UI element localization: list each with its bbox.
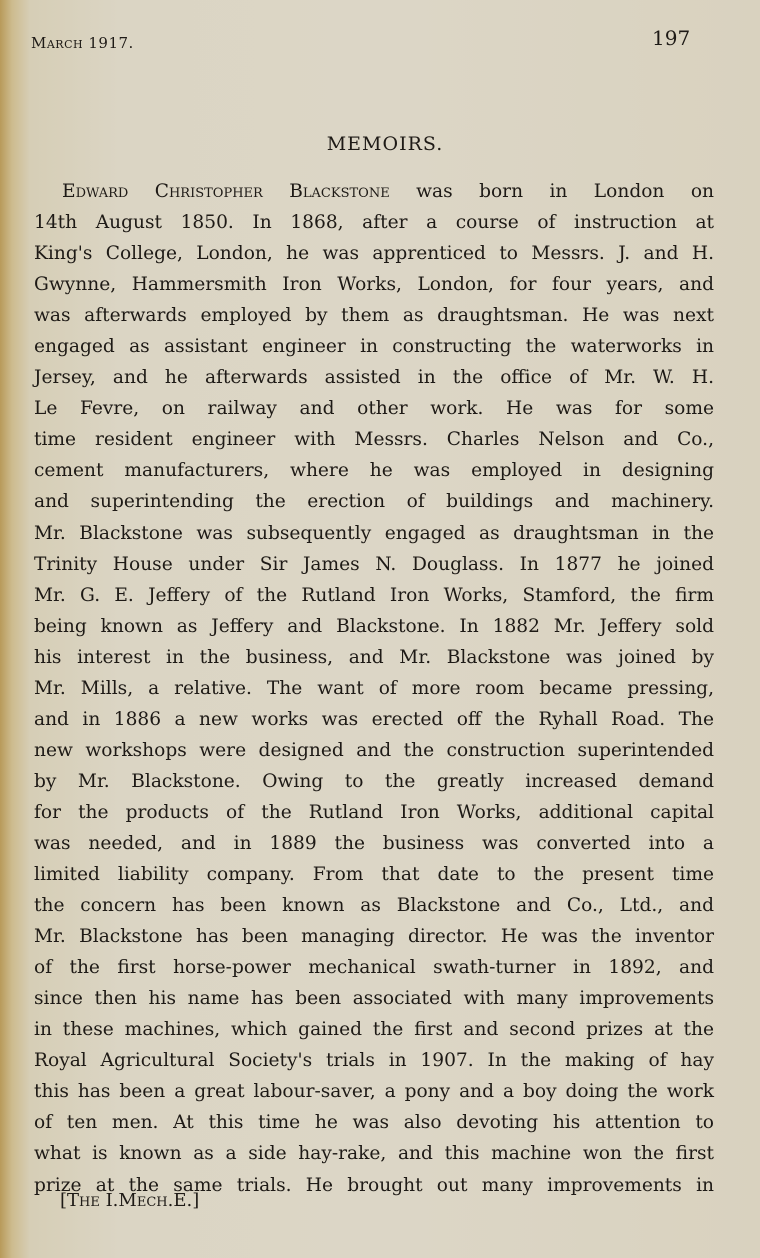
text-line: Mr. Mills, a relative. The want of more room became pressing, xyxy=(34,677,714,699)
text-line: what is known as a side hay-rake, and this machine won the first xyxy=(34,1143,714,1165)
text-line: was afterwards employed by them as draughtsman. He was next xyxy=(34,305,714,327)
text-line: King's College, London, he was apprenticed to Messrs. J. and H. xyxy=(34,243,714,265)
text-line: Le Fevre, on railway and other work. He was for some xyxy=(34,398,714,420)
text-line: Jersey, and he afterwards assisted in the office of Mr. W. H. xyxy=(34,367,714,389)
text-line: Mr. G. E. Jeffery of the Rutland Iron Works, Stamford, the firm xyxy=(34,584,714,606)
footer-source: [The I.Mech.E.] xyxy=(60,1190,200,1211)
text-line: in these machines, which gained the first and second prizes at the xyxy=(34,1019,714,1041)
text-line: being known as Jeffery and Blackstone. In 1882 Mr. Jeffery sold xyxy=(34,615,714,637)
text-line: time resident engineer with Messrs. Charles Nelson and Co., xyxy=(34,429,714,451)
text-line: prize at the same trials. He brought out many improvements in xyxy=(34,1174,714,1196)
text-line: engaged as assistant engineer in constructing the waterworks in xyxy=(34,336,714,358)
text-line: since then his name has been associated with many improvements xyxy=(34,988,714,1010)
text-line: Trinity House under Sir James N. Douglass. In 1877 he joined xyxy=(34,553,714,575)
running-head: March 1917. xyxy=(31,34,134,52)
text-line: and in 1886 a new works was erected off the Ryhall Road. The xyxy=(34,708,714,730)
text-line: by Mr. Blackstone. Owing to the greatly increased demand xyxy=(34,770,714,792)
text-line: limited liability company. From that date to the present time xyxy=(34,864,714,886)
text-line: new workshops were designed and the construction superintended xyxy=(34,739,714,761)
text-line xyxy=(34,176,714,207)
page-number: 197 xyxy=(652,26,691,50)
text-line: Royal Agricultural Society's trials in 1907. In the making of hay xyxy=(34,1050,714,1072)
text-line-rest: was born in London on xyxy=(389,181,714,202)
section-title: MEMOIRS. xyxy=(326,133,444,155)
text-line: Gwynne, Hammersmith Iron Works, London, for four years, and xyxy=(34,274,714,296)
text-line: of ten men. At this time he was also devoting his attention to xyxy=(34,1112,714,1134)
subject-name: Edward Christopher Blackstone xyxy=(62,181,390,202)
text-line: was needed, and in 1889 the business was converted into a xyxy=(34,832,714,854)
text-line: Mr. Blackstone was subsequently engaged as draughtsman in the xyxy=(34,522,714,544)
text-line: the concern has been known as Blackstone and Co., Ltd., and xyxy=(34,895,714,917)
text-line: this has been a great labour-saver, a pony and a boy doing the work xyxy=(34,1081,714,1103)
text-line: for the products of the Rutland Iron Works, additional capital xyxy=(34,801,714,823)
text-line: cement manufacturers, where he was employed in designing xyxy=(34,460,714,482)
text-line: and superintending the erection of buildings and machinery. xyxy=(34,491,714,513)
text-line: of the first horse-power mechanical swath-turner in 1892, and xyxy=(34,957,714,979)
text-line: Mr. Blackstone has been managing director. He was the inventor xyxy=(34,926,714,948)
text-line: his interest in the business, and Mr. Blackstone was joined by xyxy=(34,646,714,668)
text-line: 14th August 1850. In 1868, after a course of instruction at xyxy=(34,212,714,234)
memoir-text xyxy=(34,176,714,1201)
